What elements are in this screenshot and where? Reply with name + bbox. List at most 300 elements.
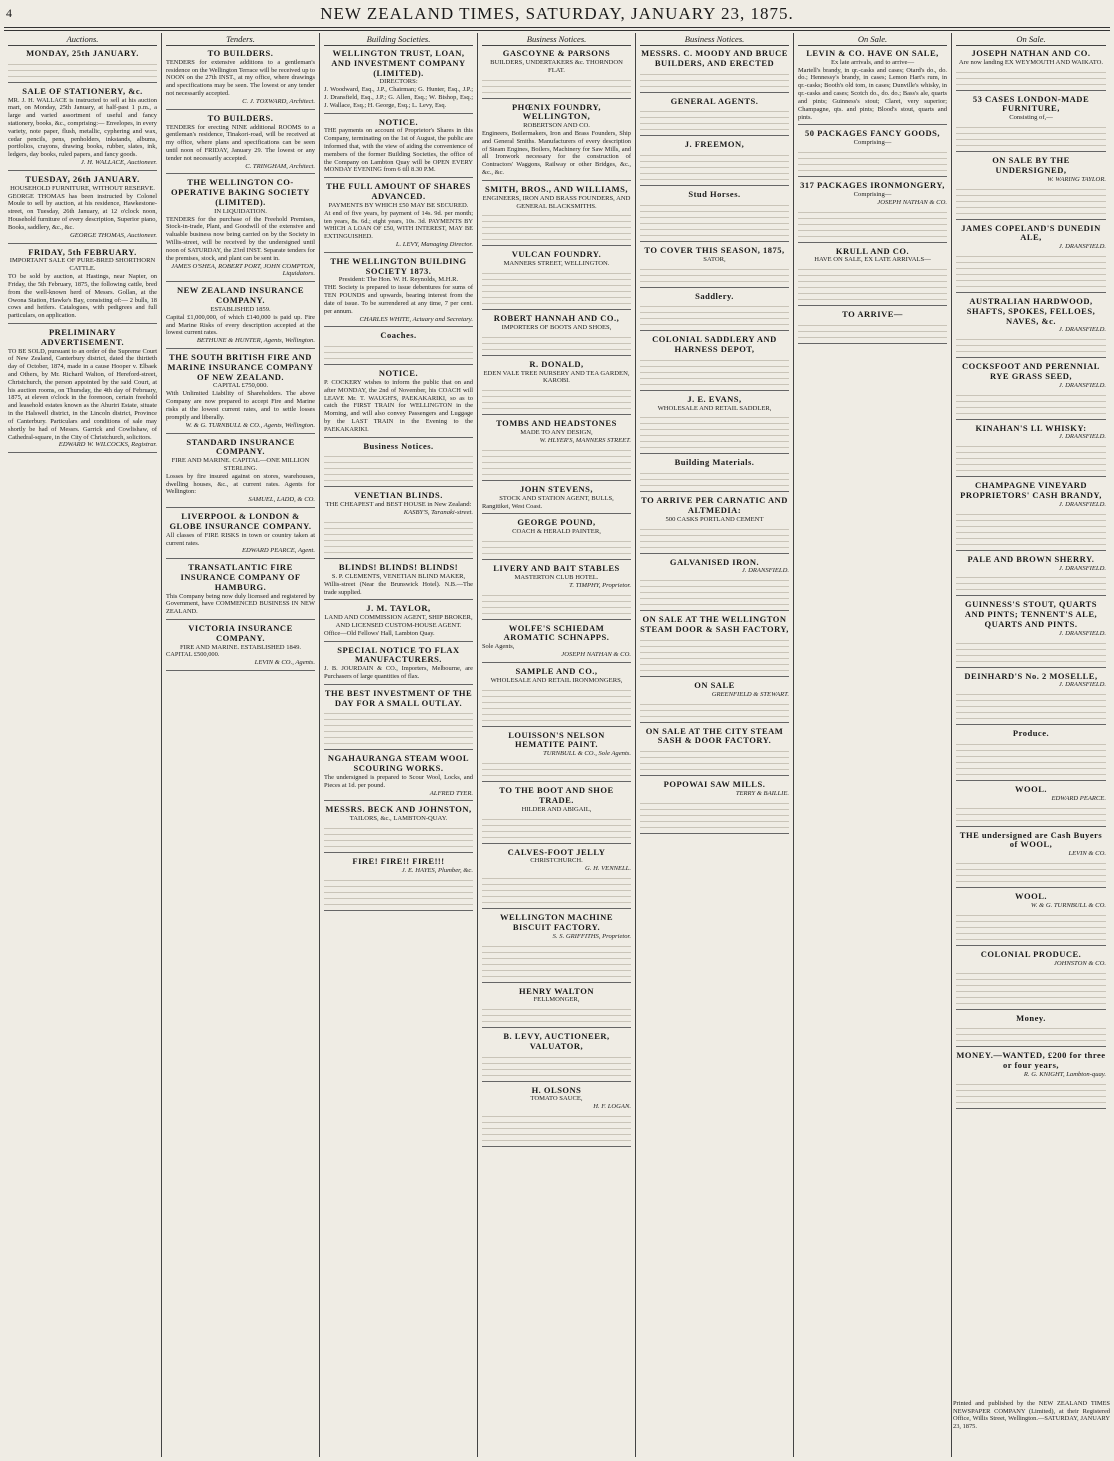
ad-headline: CHAMPAGNE VINEYARD PROPRIETORS' CASH BRANDY,: [960, 480, 1102, 501]
ad-text-lines: [956, 124, 1106, 146]
ad-subheading: 500 CASKS PORTLAND CEMENT: [665, 515, 764, 523]
ad-text-lines: [640, 152, 789, 180]
ad-signature: JOSEPH NATHAN & CO.: [877, 198, 947, 206]
page-number: 4: [6, 6, 12, 20]
advertisement: [798, 49, 947, 125]
ad-signature: J. DRANSFIELD.: [1058, 500, 1106, 508]
ad-body: At end of five years, by payment of 14s. 9d. per month; ten years, 8s. 6d.; eight years, 10s. 3d. PAYMENTS BY WHICH A LOAN OF £50, WITH INTEREST, MAY BE EXTINGUISHED.: [324, 209, 473, 241]
advertisement: [482, 624, 631, 663]
ad-headline: GENERAL AGENTS.: [670, 95, 759, 106]
ad-headline: THE WELLINGTON CO-OPERATIVE BAKING SOCIETY (LIMITED).: [171, 177, 310, 207]
advertisement: [482, 667, 631, 727]
ad-text-lines: [956, 574, 1106, 590]
ad-signature: J. DRANSFIELD.: [741, 567, 789, 575]
ad-headline: THE undersigned are Cash Buyers of WOOL,: [959, 829, 1103, 850]
advertisement: [324, 49, 473, 114]
ad-signature: L. LEVY, Managing Director.: [395, 240, 473, 248]
advertisement: [798, 129, 947, 177]
column-5: [636, 33, 794, 1457]
ad-subheading: BUILDERS, UNDERTAKERS &c. THORNDON FLAT.: [490, 58, 623, 74]
ad-subheading: WHOLESALE AND RETAIL SADDLER,: [657, 404, 772, 412]
column-7: [952, 33, 1110, 1457]
ad-text-lines: [956, 912, 1106, 940]
advertisement: [482, 360, 631, 416]
ad-signature: ALFRED TYER.: [429, 789, 473, 797]
ad-headline: JOHN STEVENS,: [519, 483, 594, 494]
ad-headline: LOUISSON'S NELSON HEMATITE PAINT.: [508, 729, 605, 750]
ad-headline: LIVERPOOL & LONDON & GLOBE INSURANCE COMPANY.: [169, 511, 312, 531]
ad-text-lines: [956, 336, 1106, 352]
ad-body: MR. J. H. WALLACE is instructed to sell at his auction mart, on Monday, 25th January, at half-past 1 p.m., a large and varied assortment of useful and fancy stationery, books, &c., comprising:— Envelopes, in every variety, note paper, flush, metallic, cyphering and wax, cedar pencils, pens, penholders, inkstands, albums, portfolios, crayons, drawing books, rubber, slates, ink, ledgers, day books, ruled papers, and fancy goods.: [8, 96, 157, 159]
ad-headline: PALE AND BROWN SHERRY.: [967, 553, 1095, 564]
ad-text-lines: [482, 1006, 631, 1022]
advertisement: [640, 49, 789, 93]
advertisement: [324, 257, 473, 328]
ad-signature: EDWARD W. WILCOCKS, Registrar.: [58, 441, 157, 449]
ad-signature: J. DRANSFIELD.: [1058, 681, 1106, 689]
ad-headline: AUSTRALIAN HARDWOOD, SHAFTS, SPOKES, FELLOES, NAVES, &c.: [966, 295, 1096, 326]
ad-subheading: ENGINEERS, IRON AND BRASS FOUNDERS, AND GENERAL BLACKSMITHS.: [482, 194, 631, 210]
ad-subheading: S. P. CLEMENTS, VENETIAN BLIND MAKER,: [331, 572, 466, 580]
advertisement: [640, 246, 789, 288]
ad-subheading: Comprising—: [853, 139, 892, 147]
ad-subheading: TOMATO SAUCE,: [530, 1095, 583, 1103]
ad-subheading: TAILORS, &c., LAMBTON-QUAY.: [349, 815, 448, 823]
ad-signature: LEVIN & CO.: [1068, 850, 1106, 858]
ad-headline: ON SALE BY THE UNDERSIGNED,: [992, 155, 1070, 175]
ad-headline: VICTORIA INSURANCE COMPANY.: [188, 622, 293, 643]
ad-signature: EDWARD PEARCE, Agent.: [241, 547, 315, 555]
advertisement: [640, 558, 789, 612]
ad-headline: NOTICE.: [378, 116, 419, 127]
ad-headline: TOMBS AND HEADSTONES: [496, 418, 617, 429]
ad-signature: GREENFIELD & STEWART.: [711, 690, 789, 698]
ad-body: TO BE SOLD, pursuant to an order of the Supreme Court of New Zealand, Canterbury district, dated the thirtieth day of October, 1874, made in a cause Hooper v. Elbaek and Others, by Mr. Richard Walton, of Hereford-street, Christchurch, the person appointed by the said Court, at his auction rooms, on Thursday, the 4th day of February, 1875, at eleven o'clock in the forenoon, certain freehold and leasehold estates known as the Ahuriri Estate, situate in the Halswell district, in the Lincoln district, Province of Canterbury. Particulars and conditions of sale may shortly be had of Messrs. Garrick and Cowlishaw, of Cathedral-square, in the City of Christchurch, solicitors.: [8, 347, 157, 441]
ad-headline: MESSRS. BECK AND JOHNSTON,: [325, 804, 472, 815]
ad-signature: W. & G. TURNBULL & CO., Agents, Wellington.: [185, 421, 315, 429]
advertisement: [956, 224, 1106, 293]
advertisement: [956, 297, 1106, 358]
ad-text-lines: [482, 816, 631, 838]
advertisement: [640, 292, 789, 332]
ad-headline: GEORGE POUND,: [517, 517, 596, 528]
ad-signature: R. G. KNIGHT, Lambton-quay.: [1023, 1070, 1106, 1078]
advertisement: [640, 615, 789, 677]
ad-text-lines: [324, 710, 473, 744]
ad-subheading: FELLMONGER,: [533, 996, 580, 1004]
ad-headline: TRANSATLANTIC FIRE INSURANCE COMPANY OF HAMBURG.: [180, 562, 301, 592]
ad-headline: MESSRS. C. MOODY AND BRUCE BUILDERS, AND ERECTED: [641, 48, 788, 68]
ad-headline: SMITH, BROS., AND WILLIAMS,: [485, 183, 628, 194]
ad-text-lines: [640, 470, 789, 486]
ad-text-lines: [482, 687, 631, 721]
advertisement: [956, 831, 1106, 888]
advertisement: [482, 103, 631, 181]
ad-text-lines: [324, 343, 473, 359]
advertisement: [956, 950, 1106, 1010]
ad-text-lines: [640, 357, 789, 385]
advertisement: [956, 785, 1106, 827]
advertisement: [640, 140, 789, 186]
ad-subheading: IMPORTERS OF BOOTS AND SHOES,: [501, 323, 612, 331]
ad-subheading: HILDER AND ABIGAIL,: [521, 805, 592, 813]
advertisement: [324, 805, 473, 853]
ad-headline: HENRY WALTON: [519, 985, 594, 996]
ad-headline: WOOL.: [1014, 891, 1048, 902]
ad-headline: Stud Horses.: [688, 189, 741, 200]
ad-text-lines: [798, 209, 947, 237]
ad-headline: WELLINGTON MACHINE BISCUIT FACTORY.: [500, 912, 613, 932]
ad-text-lines: [798, 322, 947, 338]
section-heading: Auctions.: [8, 33, 157, 46]
advertisement: [166, 286, 315, 349]
ad-headline: TO BUILDERS.: [207, 112, 274, 123]
ad-subheading: MADE TO ANY DESIGN,: [520, 429, 593, 437]
ad-subheading: FIRE AND MARINE. ESTABLISHED 1849.: [179, 643, 302, 651]
section-heading: On Sale.: [798, 33, 947, 46]
ad-signature: J. DRANSFIELD.: [1058, 326, 1106, 334]
ad-text-lines: [956, 1081, 1106, 1103]
ad-signature: W. & G. TURNBULL & CO.: [1030, 901, 1106, 909]
ad-headline: Produce.: [1012, 728, 1050, 739]
ad-signature: KASBY'S, Taranaki-street.: [403, 509, 473, 517]
advertisement: [640, 496, 789, 553]
ad-headline: 50 PACKAGES FANCY GOODS,: [804, 128, 941, 139]
advertisement: [956, 729, 1106, 781]
ad-body: Engineers, Boilermakers, Iron and Brass Founders, Ship and General Smiths. Manufacturers of every description of Steam Engines, Boilers, Machinery for Saw Mills, and all Ironwork necessary for the construction of Contractors' Waggons, Railway or other Bridges, &c., &c., &c.: [482, 130, 631, 177]
ad-body: TENDERS for erecting NINE additional ROOMS to a gentleman's residence, Tinakori-road, will be received at my office, where plans and specifications can be seen until noon of FRIDAY, January 29. The lowest or any tender not necessarily accepted.: [166, 123, 315, 162]
ad-body: Capital £1,000,000, of which £140,000 is paid up. Fire and Marine Risks of every description accepted at the lowest current rates.: [166, 313, 315, 337]
ad-text-lines: [956, 511, 1106, 545]
ad-body: Office—Old Fellows' Hall, Lambton Quay.: [324, 629, 435, 637]
advertisement: [482, 786, 631, 843]
advertisement: [324, 369, 473, 437]
ad-text-lines: [956, 970, 1106, 1004]
ad-subheading: IN LIQUIDATION.: [214, 207, 267, 215]
advertisement: [798, 310, 947, 344]
ad-subheading: IMPORTANT SALE OF PURE-BRED SHORTHORN CATTLE.: [9, 257, 156, 273]
ad-headline: TO BUILDERS.: [207, 48, 274, 58]
advertisement: [324, 491, 473, 559]
ad-signature: C. J. TOXWARD, Architect.: [242, 97, 315, 105]
column-2: [162, 33, 320, 1457]
ad-headline: VENETIAN BLINDS.: [354, 490, 443, 501]
advertisement: [482, 185, 631, 247]
ad-headline: WOLFE'S SCHIEDAM AROMATIC SCHNAPPS.: [503, 622, 610, 643]
ad-text-lines: [482, 538, 631, 554]
ad-headline: TUESDAY, 26th JANUARY.: [25, 173, 140, 184]
section-heading: Building Societies.: [324, 33, 473, 46]
advertisement: [956, 156, 1106, 219]
ad-signature: LEVIN & CO., Agents.: [254, 659, 315, 667]
ad-text-lines: [640, 266, 789, 282]
advertisement: [640, 458, 789, 492]
ad-subheading: MANNERS STREET, WELLINGTON.: [503, 260, 610, 268]
section-heading: Business Notices.: [482, 33, 631, 46]
ad-text-lines: [640, 800, 789, 828]
ad-text-lines: [798, 266, 947, 300]
ad-headline: SALE OF STATIONERY, &c.: [22, 85, 143, 96]
section-heading: On Sale.: [956, 33, 1106, 46]
ad-body: With Unlimited Liability of Shareholders. The above Company are now prepared to accept Fire and Marine risks at the lowest current rates, and to settle losses promptly and liberally.: [166, 390, 315, 421]
ad-body: P. COCKERY wishes to inform the public that on and after MONDAY, the 2nd of November, his COACH will LEAVE Mr. T. WAUGH'S, PAEKAKARIKI, so as to catch the FIRST TRAIN for WELLINGTON in the Morning, and will also convey Passengers and Luggage by the LAST TRAIN in the Evening to the PAEKAKARIKI.: [324, 379, 473, 433]
advertisement: [8, 175, 157, 244]
ad-body: THE payments on account of Proprietor's Shares in this Company, terminating on the 1st of August, the public are informed that, with the view of aiding the convenience of members of the former Building Societies, the office of the Company on Lambton Quay will be OPEN EVERY MONDAY EVENING from 6 till 8.30 P.M.: [324, 127, 473, 174]
advertisement: [324, 857, 473, 911]
column-3: [320, 33, 478, 1457]
ad-headline: TO COVER THIS SEASON, 1875,: [644, 244, 785, 255]
ad-headline: VULCAN FOUNDRY.: [511, 249, 602, 260]
ad-subheading: MASTERTON CLUB HOTEL.: [514, 573, 599, 581]
ad-subheading: President: The Hon. W. H. Reynolds, M.H.R.: [338, 276, 459, 284]
ad-headline: THE SOUTH BRITISH FIRE AND MARINE INSURANCE COMPANY OF NEW ZEALAND.: [167, 352, 314, 382]
ad-headline: J. E. EVANS,: [687, 393, 742, 404]
advertisement: [482, 564, 631, 620]
ad-text-lines: [482, 1054, 631, 1076]
ad-signature: JOHNSTON & CO.: [1053, 959, 1106, 967]
ad-text-lines: [482, 760, 631, 776]
ad-headline: 317 PACKAGES IRONMONGERY,: [800, 180, 945, 191]
ad-headline: NEW ZEALAND INSURANCE COMPANY.: [176, 285, 304, 306]
ad-text-lines: [640, 701, 789, 717]
ad-headline: GASCOYNE & PARSONS: [502, 48, 611, 58]
column-1: [4, 33, 162, 1457]
advertisement: [640, 780, 789, 834]
ad-body: Losses by fire insured against on stores, warehouses, dwelling houses, &c., at current rates. Agents for Wellington:: [166, 472, 315, 496]
advertisement: [640, 681, 789, 723]
advertisement: [482, 485, 631, 514]
ad-signature: W. HLYER'S, MANNERS STREET.: [539, 437, 631, 445]
ad-text-lines: [324, 825, 473, 847]
ad-body: This Company being now duly licensed and registered by Government, have COMMENCED BUSINESS IN NEW ZEALAND.: [166, 592, 315, 616]
advertisement: [324, 563, 473, 600]
advertisement: [324, 754, 473, 801]
ad-signature: C. TRINGHAM, Architect.: [245, 162, 315, 170]
ad-headline: MONDAY, 25th JANUARY.: [26, 48, 139, 58]
ad-headline: POPOWAI SAW MILLS.: [663, 779, 766, 790]
advertisement: [640, 727, 789, 777]
ad-headline: LIVERY AND BAIT STABLES: [493, 563, 620, 574]
ad-subheading: LAND AND COMMISSION AGENT, SHIP BROKER, AND LICENSED CUSTOM-HOUSE AGENT.: [324, 614, 473, 629]
ad-text-lines: [956, 805, 1106, 821]
advertisement: [324, 331, 473, 365]
ad-body: All classes of FIRE RISKS in town or country taken at current rates.: [166, 531, 315, 547]
advertisement: [482, 848, 631, 910]
ad-body: TO be sold by auction, at Hastings, near Napier, on Friday, the 5th February, 1875, the following cattle, bred from the well-known herd of Messrs. Gollan, at the Owona Station, Hawke's Bay, consisting of:— 2 bulls, 18 cows and heifers. Catalogues, with pedigrees and full particulars, on application.: [8, 273, 157, 320]
ad-subheading: FIRE AND MARINE. CAPITAL—ONE MILLION STERLING.: [171, 457, 310, 472]
masthead-title: NEW ZEALAND TIMES, SATURDAY, JANUARY 23, 1875.: [320, 4, 794, 23]
ad-body: TENDERS for extensive additions to a gentleman's residence on the Wellington Terrace will be received up to NOON on the 27th INST., at my office, where drawings and specifications may be seen. The lowest or any tender not necessarily accepted.: [166, 58, 315, 98]
ad-headline: JAMES COPELAND'S DUNEDIN ALE,: [961, 222, 1101, 243]
advertisement: [482, 314, 631, 356]
ad-text-lines: [482, 387, 631, 409]
ad-body: J. B. JOURDAIN & CO., Importers, Melbourne, are Purchasers of large quantities of flax.: [324, 665, 473, 681]
ad-headline: WELLINGTON TRUST, LOAN, AND INVESTMENT COMPANY (LIMITED).: [331, 48, 466, 78]
ad-text-lines: [956, 1025, 1106, 1041]
ad-headline: THE WELLINGTON BUILDING SOCIETY 1873.: [330, 255, 467, 276]
ad-text-lines: [956, 691, 1106, 719]
advertisement: [482, 250, 631, 310]
ad-text-lines: [324, 519, 473, 553]
ad-text-lines: [640, 526, 789, 548]
ad-signature: J. DRANSFIELD.: [1058, 243, 1106, 251]
advertisement: [640, 335, 789, 391]
ad-headline: Saddlery.: [695, 290, 734, 301]
ad-headline: JOSEPH NATHAN AND CO.: [971, 48, 1091, 58]
ad-text-lines: [640, 108, 789, 130]
ad-headline: B. LEVY, AUCTIONEER, VALUATOR,: [503, 1031, 610, 1051]
advertisement: [324, 442, 473, 488]
ad-text-lines: [482, 592, 631, 614]
ad-headline: FRIDAY, 5th FEBRUARY.: [28, 246, 137, 257]
ad-subheading: WHOLESALE AND RETAIL IRONMONGERS,: [490, 676, 623, 684]
ad-signature: S. S. GRIFFITHS, Proprietor.: [552, 932, 631, 940]
ad-subheading: CAPITAL £750,000.: [212, 382, 269, 390]
ad-signature: EDWARD PEARCE.: [1051, 794, 1106, 802]
ad-signature: G. H. VENNELL.: [585, 865, 631, 873]
ad-signature: SAMUEL, LADD, & CO.: [248, 496, 315, 504]
ad-headline: COCKSFOOT AND PERENNIAL RYE GRASS SEED,: [962, 361, 1100, 381]
ad-subheading: SATOR,: [703, 255, 726, 263]
ad-headline: ON SALE AT THE WELLINGTON STEAM DOOR & SASH FACTORY,: [640, 614, 789, 635]
ad-headline: ON SALE AT THE CITY STEAM SASH & DOOR FACTORY.: [645, 725, 784, 746]
advertisement: [798, 181, 947, 243]
ad-subheading: Are now landing EX WEYMOUTH AND WAIKATO.: [958, 58, 1104, 66]
ad-subheading: THE CHEAPEST and BEST HOUSE in New Zealand:: [325, 501, 472, 509]
ad-signature: TURNBULL & CO., Sole Agents.: [543, 750, 631, 758]
ad-signature: T. TIMPHY, Proprietor.: [569, 581, 631, 589]
ad-text-lines: [956, 443, 1106, 471]
ad-signature: JAMES O'SHEA, ROBERT PORT, JOHN COMPTON, Liquidators.: [171, 262, 315, 278]
ad-body: CAPITAL £500,000.: [166, 651, 220, 659]
ad-headline: ON SALE: [694, 679, 735, 690]
ad-body: J. Woodward, Esq., J.P., Chairman; G. Hunter, Esq., J.P.; J. Dransfield, Esq., J.P.; G. Allen, Esq.; W. Bishop, Esq.; J. Wallace, Esq.; H. George, Esq.; L. Levy, Esq.: [324, 86, 473, 109]
ad-subheading: ROBERTSON AND CO.: [523, 122, 590, 130]
ad-headline: LEVIN & CO. HAVE ON SALE,: [806, 48, 939, 58]
ad-headline: H. OLSONS: [531, 1084, 582, 1095]
ad-text-lines: [956, 860, 1106, 882]
advertisement: [956, 362, 1106, 419]
ad-headline: R. DONALD,: [529, 358, 584, 369]
ad-headline: J. FREEMON,: [684, 139, 745, 150]
ad-text-lines: [956, 741, 1106, 775]
ad-text-lines: [482, 77, 631, 93]
ad-text-lines: [956, 640, 1106, 662]
advertisement: [324, 604, 473, 641]
ad-body: The undersigned is prepared to Scour Wool, Locks, and Pieces at 1d. per pound.: [324, 773, 473, 789]
ad-body: Rangitikei, West Coast.: [482, 502, 543, 510]
advertisement: [166, 114, 315, 175]
ad-body: GEORGE THOMAS has been instructed by Colonel Moule to sell by auction, at his residence, Hawkestone-street, on Tuesday, 26th January, at 12 o'clock noon, Household furniture of every description, Superior piano, Books, saddlery, &c., &c.: [8, 192, 157, 231]
ad-text-lines: [640, 637, 789, 671]
ad-text-lines: [798, 149, 947, 171]
ad-body: Willis-street (Near the Brunswick Hotel). N.B.—The trade supplied.: [324, 580, 473, 596]
advertisement: [8, 248, 157, 324]
ad-signature: CHARLES WHITE, Actuary and Secretary.: [359, 315, 473, 323]
advertisement: [956, 672, 1106, 726]
advertisement: [8, 49, 157, 83]
column-6: [794, 33, 952, 1457]
advertisement: [324, 646, 473, 685]
ad-headline: CALVES-FOOT JELLY: [507, 846, 606, 857]
ad-text-lines: [640, 303, 789, 325]
section-heading: Business Notices.: [640, 33, 789, 46]
ad-text-lines: [956, 392, 1106, 414]
advertisement: [482, 987, 631, 1029]
advertisement: [956, 892, 1106, 946]
ad-headline: PHŒNIX FOUNDRY, WELLINGTON,: [511, 101, 602, 122]
ad-text-lines: [640, 202, 789, 236]
advertisement: [324, 118, 473, 179]
ad-signature: J. DRANSFIELD.: [1058, 564, 1106, 572]
ad-headline: SPECIAL NOTICE TO FLAX MANUFACTURERS.: [337, 644, 460, 665]
advertisement: [956, 1051, 1106, 1108]
advertisement: [166, 178, 315, 282]
ad-signature: BETHUNE & HUNTER, Agents, Wellington.: [196, 337, 315, 345]
printer-imprint: Printed and published by the NEW ZEALAND TIMES NEWSPAPER COMPANY (Limited), at their Registered Office, Willis Street, Wellington.—SATURDAY, JANUARY 23, 1875.: [953, 1400, 1110, 1431]
ad-headline: Money.: [1016, 1012, 1046, 1023]
advertisement: [8, 87, 157, 171]
ad-signature: JOSEPH NATHAN & CO.: [561, 651, 631, 659]
advertisement: [956, 49, 1106, 91]
ad-headline: THE FULL AMOUNT OF SHARES ADVANCED.: [326, 181, 471, 202]
ad-headline: NGAHAURANGA STEAM WOOL SCOURING WORKS.: [327, 753, 470, 774]
ad-subheading: PAYMENTS BY WHICH £50 MAY BE SECURED.: [328, 201, 469, 209]
ad-text-lines: [482, 212, 631, 240]
ad-subheading: DIRECTORS:: [379, 78, 418, 86]
advertisement: [166, 353, 315, 433]
ad-body: TENDERS for the purchase of the Freehold Premises, Stock-in-trade, Plant, and Goodwill of the extensive and valuable business now being carried on by the Society in Willis-street, will be received by the undersigned until noon of SATURDAY, the 23rd INST. Separate tenders for the premises, stock, and plant can be sent in.: [166, 215, 315, 262]
ad-subheading: Comprising—: [853, 190, 892, 198]
ad-signature: J. H. WALLACE, Auctioneer.: [80, 159, 157, 167]
advertisement: [482, 1086, 631, 1148]
ad-text-lines: [482, 447, 631, 475]
advertisement: [324, 182, 473, 253]
ad-text-lines: [8, 61, 157, 77]
ad-headline: NOTICE.: [378, 368, 419, 379]
ad-headline: PRELIMINARY ADVERTISEMENT.: [40, 327, 125, 347]
ad-headline: TO ARRIVE PER CARNATIC AND ALTMEDIA:: [641, 495, 788, 515]
advertisement: [640, 395, 789, 455]
ad-text-lines: [482, 875, 631, 903]
advertisement: [956, 1014, 1106, 1048]
ad-signature: W. WARING TAYLOR.: [1047, 175, 1106, 183]
ad-headline: 53 CASES LONDON-MADE FURNITURE,: [972, 93, 1090, 114]
ad-headline: KINAHAN'S LL WHISKY:: [975, 422, 1087, 433]
ad-text-lines: [640, 748, 789, 770]
advertisement: [166, 512, 315, 559]
advertisement: [482, 49, 631, 99]
ad-headline: GUINNESS'S STOUT, QUARTS AND PINTS; TENNENT'S ALE, QUARTS AND PINTS.: [964, 599, 1098, 629]
ad-subheading: HOUSEHOLD FURNITURE, WITHOUT RESERVE.: [10, 184, 155, 192]
ad-signature: J. DRANSFIELD.: [1058, 433, 1106, 441]
ad-headline: STANDARD INSURANCE COMPANY.: [186, 436, 295, 457]
ad-signature: J. DRANSFIELD.: [1058, 381, 1106, 389]
advertisement: [482, 731, 631, 782]
ad-text-lines: [482, 270, 631, 304]
ad-headline: SAMPLE AND CO.,: [515, 665, 598, 676]
ad-text-lines: [956, 253, 1106, 287]
advertisement: [956, 555, 1106, 597]
ad-headline: Building Materials.: [674, 457, 755, 468]
ad-headline: COLONIAL PRODUCE.: [980, 948, 1082, 959]
ad-body: Martell's brandy, in qr.-casks and cases; Otard's do., do. do.; Hennessy's brandy, in cases; Lemon Hart's rum, in qr.-casks; Booth's old tom, in cases; Dunville's whisky, in qr.-casks and cases; Scotch do., do. do.; Bass's ale, quarts and pints; Guinness's stout; Claret, very superior; Champagne, qts. and pints; Blood's stout, quarts and pints.: [798, 66, 947, 121]
ad-headline: ROBERT HANNAH AND CO.,: [493, 313, 620, 324]
advertisement: [956, 600, 1106, 667]
ad-subheading: STOCK AND STATION AGENT, BULLS,: [499, 494, 614, 502]
ad-signature: H. F. LOGAN.: [593, 1103, 631, 1111]
ad-signature: J. E. HAYES, Plumber, &c.: [401, 866, 473, 874]
